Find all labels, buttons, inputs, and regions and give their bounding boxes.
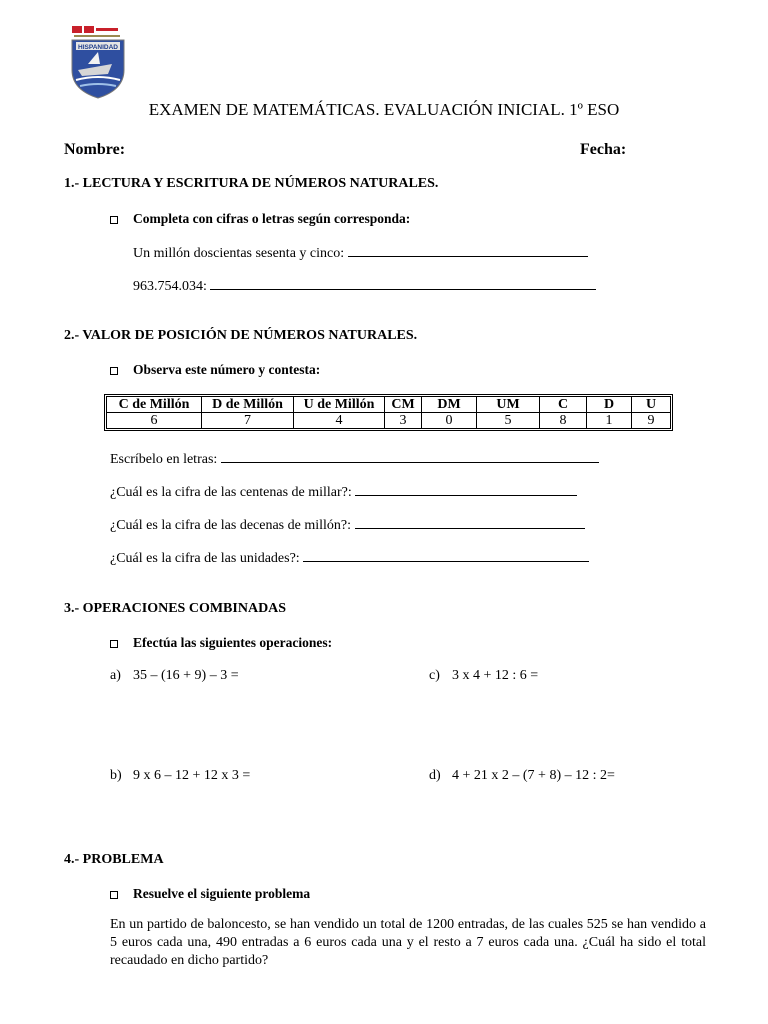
table-cell: 3	[385, 413, 422, 429]
question-label: Escríbelo en letras:	[110, 452, 218, 467]
table-header-row	[107, 397, 671, 413]
table-cell: 8	[540, 413, 587, 429]
section-2-instruction: Observa este número y contesta:	[133, 362, 321, 377]
answer-blank[interactable]	[348, 244, 588, 257]
date-label: Fecha:	[580, 141, 627, 158]
section-2-heading: 2.- VALOR DE POSICIÓN DE NÚMEROS NATURALES.	[64, 328, 418, 343]
question-hundred-thousands	[110, 483, 577, 501]
table-cell: 7	[202, 413, 294, 429]
section-1-heading: 1.- LECTURA Y ESCRITURA DE NÚMEROS NATURALES.	[64, 176, 439, 191]
section-4-heading: 4.- PROBLEMA	[64, 852, 164, 867]
table-header-cell: DM	[422, 397, 477, 413]
table-header-cell: D de Millón	[202, 397, 294, 413]
section-3-instruction: Efectúa las siguientes operaciones:	[133, 635, 333, 650]
checkbox-bullet-icon	[110, 640, 118, 648]
answer-blank[interactable]	[221, 450, 599, 463]
checkbox-bullet-icon	[110, 216, 118, 224]
table-cell: 9	[632, 413, 671, 429]
item-1-label: Un millón doscientas sesenta y cinco:	[133, 246, 345, 261]
table-cell: 1	[587, 413, 632, 429]
operation-a-label: a)	[110, 668, 121, 683]
table-header-cell: C	[540, 397, 587, 413]
name-label: Nombre:	[64, 141, 126, 158]
section-1-instruction: Completa con cifras o letras según corresponda:	[133, 211, 411, 226]
table-header-cell: C de Millón	[107, 397, 202, 413]
answer-blank[interactable]	[355, 516, 585, 529]
question-label: ¿Cuál es la cifra de las decenas de millón?:	[110, 518, 352, 533]
question-ten-millions	[110, 516, 585, 534]
table-cell: 4	[294, 413, 385, 429]
table-header-cell: U	[632, 397, 671, 413]
table-header-cell: CM	[385, 397, 422, 413]
section-3-heading: 3.- OPERACIONES COMBINADAS	[64, 601, 287, 616]
table-cell: 5	[477, 413, 540, 429]
table-header-cell: D	[587, 397, 632, 413]
table-cell: 6	[107, 413, 202, 429]
operation-c: 3 x 4 + 12 : 6 =	[452, 668, 539, 683]
place-value-table	[106, 396, 671, 429]
section-1-item-1	[133, 244, 588, 262]
checkbox-bullet-icon	[110, 891, 118, 899]
question-units	[110, 549, 589, 567]
section-4-instruction: Resuelve el siguiente problema	[133, 886, 311, 901]
question-write-in-words	[110, 450, 599, 468]
answer-blank[interactable]	[303, 549, 589, 562]
table-header-cell: U de Millón	[294, 397, 385, 413]
operation-a: 35 – (16 + 9) – 3 =	[133, 668, 239, 683]
table-cell: 0	[422, 413, 477, 429]
operation-d-label: d)	[429, 768, 441, 783]
table-header-cell: UM	[477, 397, 540, 413]
answer-blank[interactable]	[210, 277, 596, 290]
operation-d: 4 + 21 x 2 – (7 + 8) – 12 : 2=	[452, 768, 615, 783]
item-2-label: 963.754.034:	[133, 279, 207, 294]
question-label: ¿Cuál es la cifra de las unidades?:	[110, 551, 300, 566]
operation-b: 9 x 6 – 12 + 12 x 3 =	[133, 768, 251, 783]
exam-title: EXAMEN DE MATEMÁTICAS. EVALUACIÓN INICIAL. 1º ESO	[148, 100, 620, 119]
school-logo	[68, 24, 128, 100]
question-label: ¿Cuál es la cifra de las centenas de millar?:	[110, 485, 352, 500]
operation-b-label: b)	[110, 768, 122, 783]
table-row	[107, 413, 671, 429]
operation-c-label: c)	[429, 668, 440, 683]
checkbox-bullet-icon	[110, 367, 118, 375]
section-1-item-2	[133, 277, 596, 295]
answer-blank[interactable]	[355, 483, 577, 496]
problem-text: En un partido de baloncesto, se han vendido un total de 1200 entradas, de las cuales 525 se han vendido a 5 euros cada una, 490 entradas a 6 euros cada una y el resto a 7 euros cada una. ¿Cuál ha sido el total recaudado en dicho partido?	[110, 917, 706, 968]
logo-text: HISPANIDAD	[78, 44, 118, 51]
